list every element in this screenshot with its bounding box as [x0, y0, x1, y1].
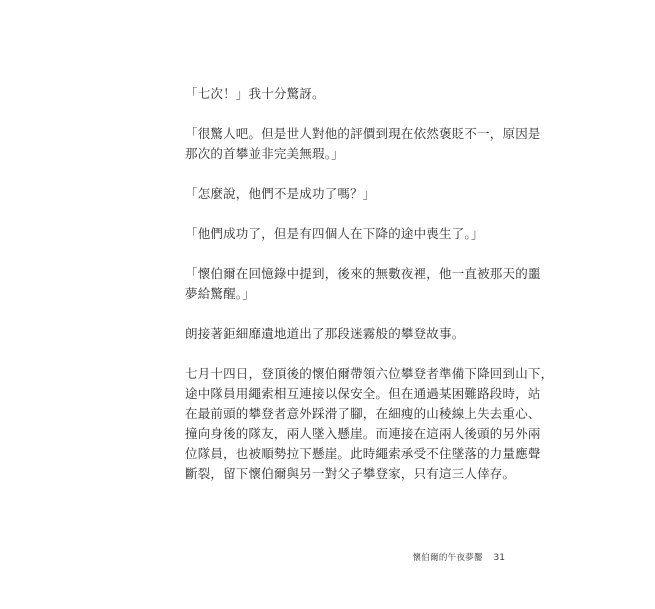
page-footer [412, 551, 505, 563]
text-line: 「很驚人吧。但是世人對他的評價到現在依然褒貶不一，原因是 [185, 126, 541, 141]
text-line: 「怎麼說，他們不是成功了嗎？」 [185, 186, 376, 201]
text-line: 位隊員，也被順勢拉下懸崖。此時繩索承受不住墜落的力量應聲 [185, 446, 541, 461]
paragraph [185, 264, 541, 304]
text-line: 夢給驚醒。」 [185, 286, 255, 301]
paragraph [185, 364, 554, 484]
paragraph [185, 184, 485, 204]
text-line: 「懷伯爾在回憶錄中提到，後來的無數夜裡，他一直被那天的噩 [185, 266, 541, 281]
text-line: 朗接著鉅細靡遺地道出了那段迷霧般的攀登故事。 [185, 326, 465, 341]
text-line: 七月十四日，登頂後的懷伯爾帶領六位攀登者準備下降回到山下， [185, 366, 554, 381]
body-text [185, 84, 554, 504]
paragraph [185, 324, 485, 344]
running-title: 懷伯爾的午夜夢靨 [412, 553, 483, 563]
text-line: 途中隊員用繩索相互連接以保安全。但在通過某困難路段時，站 [185, 386, 541, 401]
text-line: 「七次！」我十分驚訝。 [185, 86, 325, 101]
text-line: 撞向身後的隊友，兩人墜入懸崖。而連接在這兩人後頭的另外兩 [185, 426, 541, 441]
text-line: 斷裂，留下懷伯爾與另一對父子攀登家，只有這三人倖存。 [185, 466, 516, 481]
paragraph [185, 84, 485, 104]
page-number: 31 [493, 553, 505, 563]
text-line: 「他們成功了，但是有四個人在下降的途中喪生了。」 [185, 226, 484, 241]
text-line: 在最前頭的攀登者意外踩滑了腳，在細瘦的山稜線上失去重心、 [185, 406, 541, 421]
paragraph [185, 124, 541, 164]
paragraph [185, 224, 485, 244]
text-line: 那次的首攀並非完美無瑕。」 [185, 146, 344, 161]
